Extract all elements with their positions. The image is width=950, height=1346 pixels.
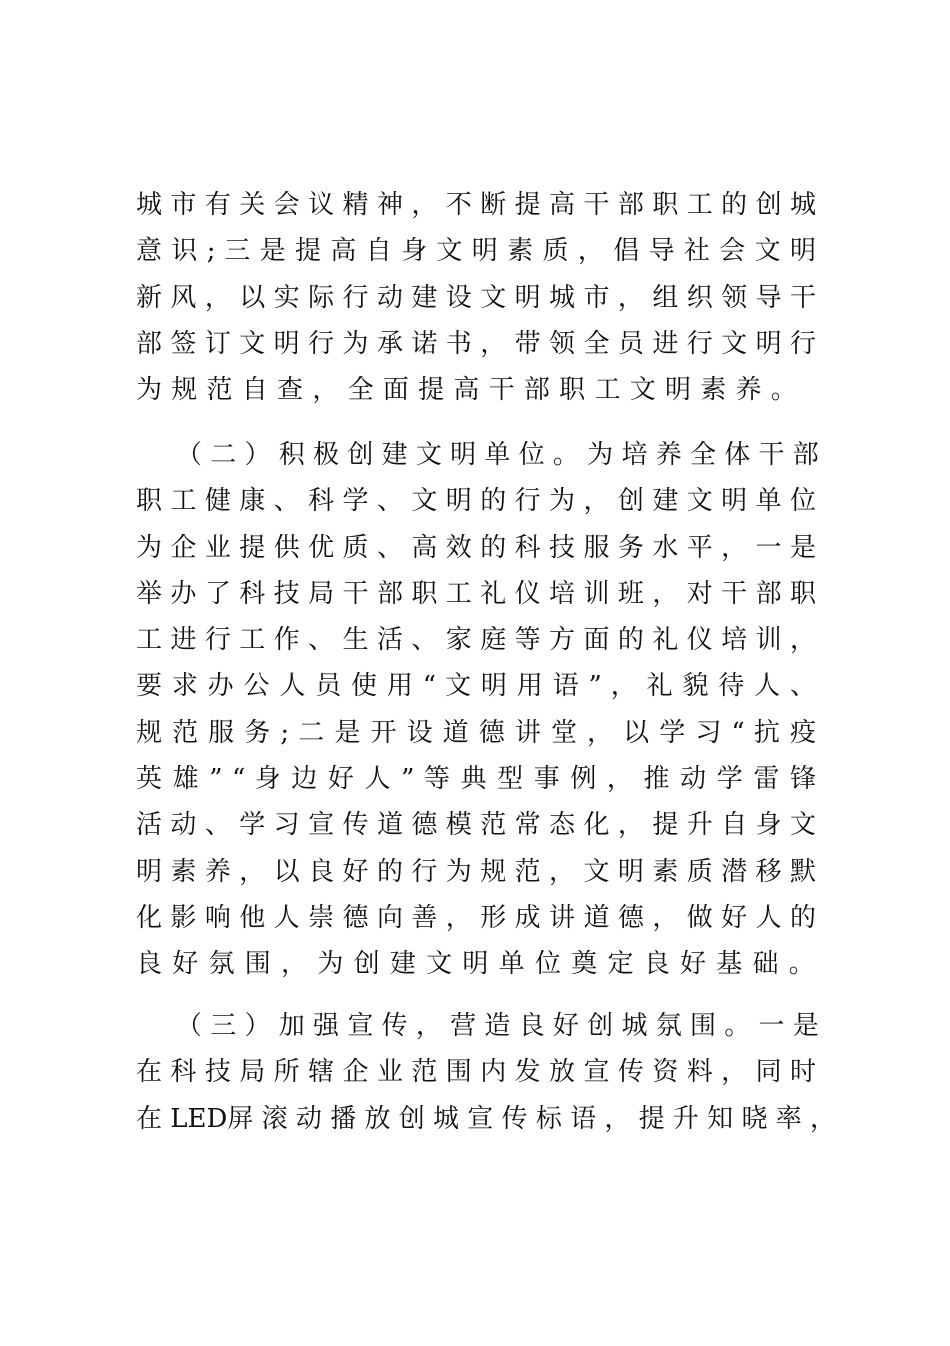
text-line: 在 LED屏 滚 动 播 放 创 城 宣 传 标 语 ， 提 升 知 晓 率 ，: [136, 1103, 836, 1134]
paragraph-section-2: [136, 432, 819, 988]
text-line: 职 工 健 康 、 科 学 、 文 明 的 行 为 ， 创 建 文 明 单 位: [136, 486, 816, 517]
text-line: 英 雄 ” “ 身 边 好 人 ” 等 典 型 事 例 ， 推 动 学 雷 锋: [136, 764, 816, 795]
text-line: 化 影 响 他 人 崇 德 向 善 ， 形 成 讲 道 德 ， 做 好 人 的: [136, 902, 816, 933]
text-line: 新 风 ， 以 实 际 行 动 建 设 文 明 城 市 ， 组 织 领 导 干: [136, 282, 816, 313]
text-line: 为 企 业 提 供 优 质 、 高 效 的 科 技 服 务 水 平 ， 一 是: [136, 532, 816, 563]
text-line: 规 范 服 务 ; 二 是 开 设 道 德 讲 堂 ， 以 学 习 “ 抗 疫: [136, 717, 816, 748]
text-line: 在 科 技 局 所 辖 企 业 范 围 内 发 放 宣 传 资 料 ， 同 时: [136, 1057, 816, 1088]
text-line: 城 市 有 关 会 议 精 神 ， 不 断 提 高 干 部 职 工 的 创 城: [136, 190, 816, 220]
text-line-last: 为 规 范 自 查 ， 全 面 提 高 干 部 职 工 文 明 素 养 。: [136, 375, 798, 406]
text-line: 工 进 行 工 作 、 生 活 、 家 庭 等 方 面 的 礼 仪 培 训 ，: [136, 625, 816, 656]
paragraph-continuation: [136, 182, 816, 413]
paragraph-section-3: [136, 1003, 836, 1142]
text-line: 意 识 ; 三 是 提 高 自 身 文 明 素 质 ， 倡 导 社 会 文 明: [136, 236, 816, 267]
text-line: 明 素 养 ， 以 良 好 的 行 为 规 范 ， 文 明 素 质 潜 移 默: [136, 856, 816, 887]
section-heading-line: （ 二 ） 积 极 创 建 文 明 单 位 。 为 培 养 全 体 干 部: [176, 440, 819, 470]
text-line: 活 动 、 学 习 宣 传 道 德 模 范 常 态 化 ， 提 升 自 身 文: [136, 810, 816, 841]
text-line: 举 办 了 科 技 局 干 部 职 工 礼 仪 培 训 班 ， 对 干 部 职: [136, 578, 816, 609]
text-line: 部 签 订 文 明 行 为 承 诺 书 ， 带 领 全 员 进 行 文 明 行: [136, 328, 816, 359]
text-line: 要 求 办 公 人 员 使 用 “ 文 明 用 语 ” ， 礼 貌 待 人 、: [136, 671, 816, 702]
section-heading-line: （ 三 ） 加 强 宣 传 ， 营 造 良 好 创 城 氛 围 。 一 是: [176, 1011, 819, 1041]
text-line-last: 良 好 氛 围 ， 为 创 建 文 明 单 位 奠 定 良 好 基 础 。: [136, 949, 816, 980]
